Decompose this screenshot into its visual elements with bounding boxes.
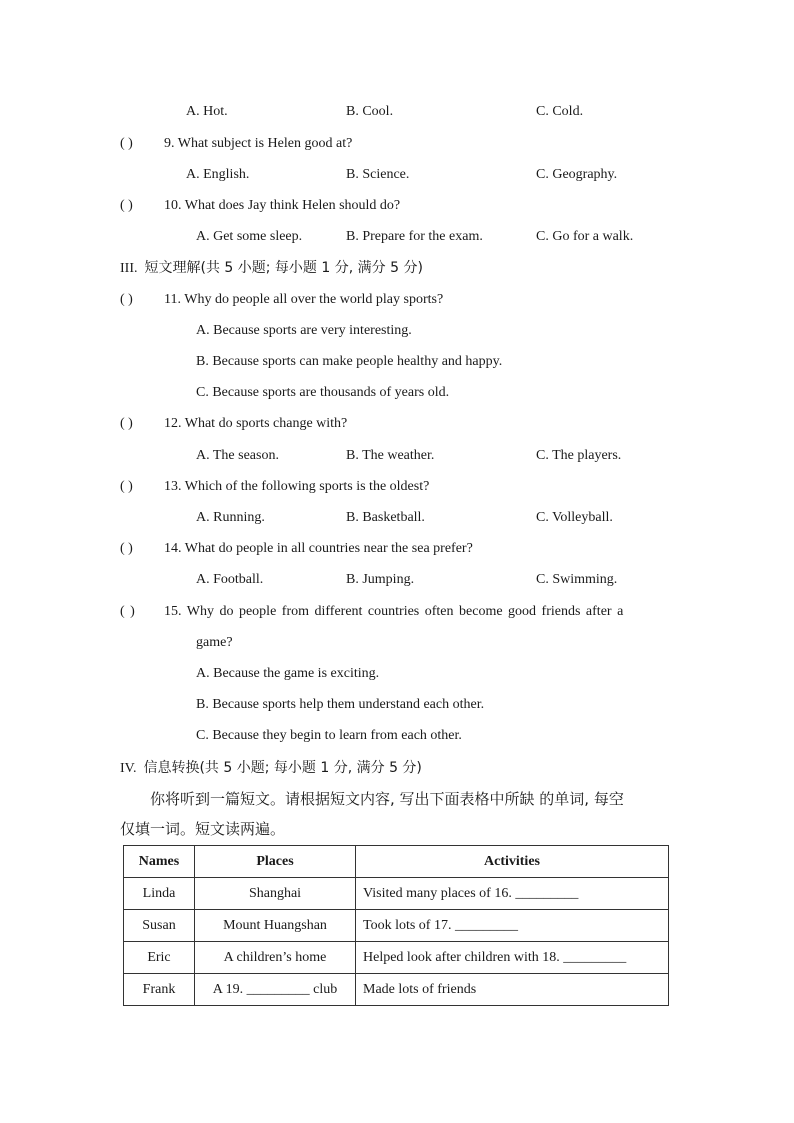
instruction-line-2: 仅填一词。短文读两遍。 xyxy=(120,820,286,838)
cell-place: Shanghai xyxy=(195,878,356,910)
q10-option-b: B. Prepare for the exam. xyxy=(346,229,483,244)
instruction-line-1: 你将听到一篇短文。请根据短文内容, 写出下面表格中所缺 的单词, 每空 xyxy=(150,790,624,808)
q13-option-b: B. Basketball. xyxy=(346,510,425,525)
q14-option-c: C. Swimming. xyxy=(536,572,618,587)
cell-place: A children’s home xyxy=(195,942,356,974)
q11-option-b: B. Because sports can make people healthy and happy. xyxy=(196,354,503,369)
q11-option-a: A. Because sports are very interesting. xyxy=(196,323,412,338)
q9-option-a: A. English. xyxy=(186,167,250,182)
section-number: III. xyxy=(120,261,138,276)
question-11 xyxy=(120,291,443,309)
q15-option-c: C. Because they begin to learn from each other. xyxy=(196,728,462,743)
answer-blank[interactable]: ( ) xyxy=(120,416,133,431)
q13-option-a: A. Running. xyxy=(196,510,265,525)
cell-place[interactable]: A 19. _________ club xyxy=(195,974,356,1006)
cell-activity[interactable]: Visited many places of 16. _________ xyxy=(356,878,669,910)
section-4-heading xyxy=(120,759,422,778)
q15-option-b: B. Because sports help them understand each other. xyxy=(196,697,485,712)
question-14 xyxy=(120,540,473,558)
q8-option-b: B. Cool. xyxy=(346,104,394,119)
question-9 xyxy=(120,135,352,153)
cell-place: Mount Huangshan xyxy=(195,910,356,942)
q15-option-a: A. Because the game is exciting. xyxy=(196,666,380,681)
section-3-heading xyxy=(120,259,423,278)
question-text: 12. What do sports change with? xyxy=(164,416,348,431)
q14-option-a: A. Football. xyxy=(196,572,264,587)
answer-blank[interactable]: ( ) xyxy=(120,604,135,619)
section-number: IV. xyxy=(120,761,137,776)
question-text: 13. Which of the following sports is the oldest? xyxy=(164,479,430,494)
q12-option-c: C. The players. xyxy=(536,448,622,463)
question-13 xyxy=(120,478,429,496)
question-text: 11. Why do people all over the world play sports? xyxy=(164,292,444,307)
question-text: 14. What do people in all countries near the sea prefer? xyxy=(164,541,473,556)
question-text: 15. Why do people from different countries often become good friends after a xyxy=(164,604,624,619)
table-row xyxy=(124,878,669,910)
header-activities: Activities xyxy=(356,846,669,878)
q8-option-c: C. Cold. xyxy=(536,104,584,119)
question-12 xyxy=(120,415,347,433)
answer-blank[interactable]: ( ) xyxy=(120,541,133,556)
question-15-continuation: game? xyxy=(196,635,233,650)
q12-option-b: B. The weather. xyxy=(346,448,435,463)
q14-option-b: B. Jumping. xyxy=(346,572,415,587)
q9-option-c: C. Geography. xyxy=(536,167,618,182)
q11-option-c: C. Because sports are thousands of years old. xyxy=(196,385,450,400)
cell-activity[interactable]: Helped look after children with 18. _________ xyxy=(356,942,669,974)
question-text: 10. What does Jay think Helen should do? xyxy=(164,198,401,213)
cell-name: Linda xyxy=(124,878,195,910)
cell-activity[interactable]: Took lots of 17. _________ xyxy=(356,910,669,942)
cell-name: Eric xyxy=(124,942,195,974)
table-row xyxy=(124,942,669,974)
section-4-instruction xyxy=(120,784,676,814)
answer-blank[interactable]: ( ) xyxy=(120,292,133,307)
section-title: 信息转换(共 5 小题; 每小题 1 分, 满分 5 分) xyxy=(143,760,422,776)
question-text: 9. What subject is Helen good at? xyxy=(164,136,353,151)
answer-blank[interactable]: ( ) xyxy=(120,136,133,151)
header-names: Names xyxy=(124,846,195,878)
table-row xyxy=(124,974,669,1006)
header-places: Places xyxy=(195,846,356,878)
answer-blank[interactable]: ( ) xyxy=(120,198,133,213)
section-title: 短文理解(共 5 小题; 每小题 1 分, 满分 5 分) xyxy=(144,260,423,276)
q9-option-b: B. Science. xyxy=(346,167,410,182)
q8-option-a: A. Hot. xyxy=(186,104,228,119)
table-header-row xyxy=(124,846,669,878)
cell-activity: Made lots of friends xyxy=(356,974,669,1006)
answer-blank[interactable]: ( ) xyxy=(120,479,133,494)
question-15 xyxy=(120,603,623,621)
q13-option-c: C. Volleyball. xyxy=(536,510,613,525)
q10-option-c: C. Go for a walk. xyxy=(536,229,634,244)
table-row xyxy=(124,910,669,942)
q12-option-a: A. The season. xyxy=(196,448,279,463)
q10-option-a: A. Get some sleep. xyxy=(196,229,303,244)
info-table xyxy=(123,845,669,1006)
cell-name: Frank xyxy=(124,974,195,1006)
question-10 xyxy=(120,197,400,215)
cell-name: Susan xyxy=(124,910,195,942)
section-4-instruction-2 xyxy=(120,814,676,844)
